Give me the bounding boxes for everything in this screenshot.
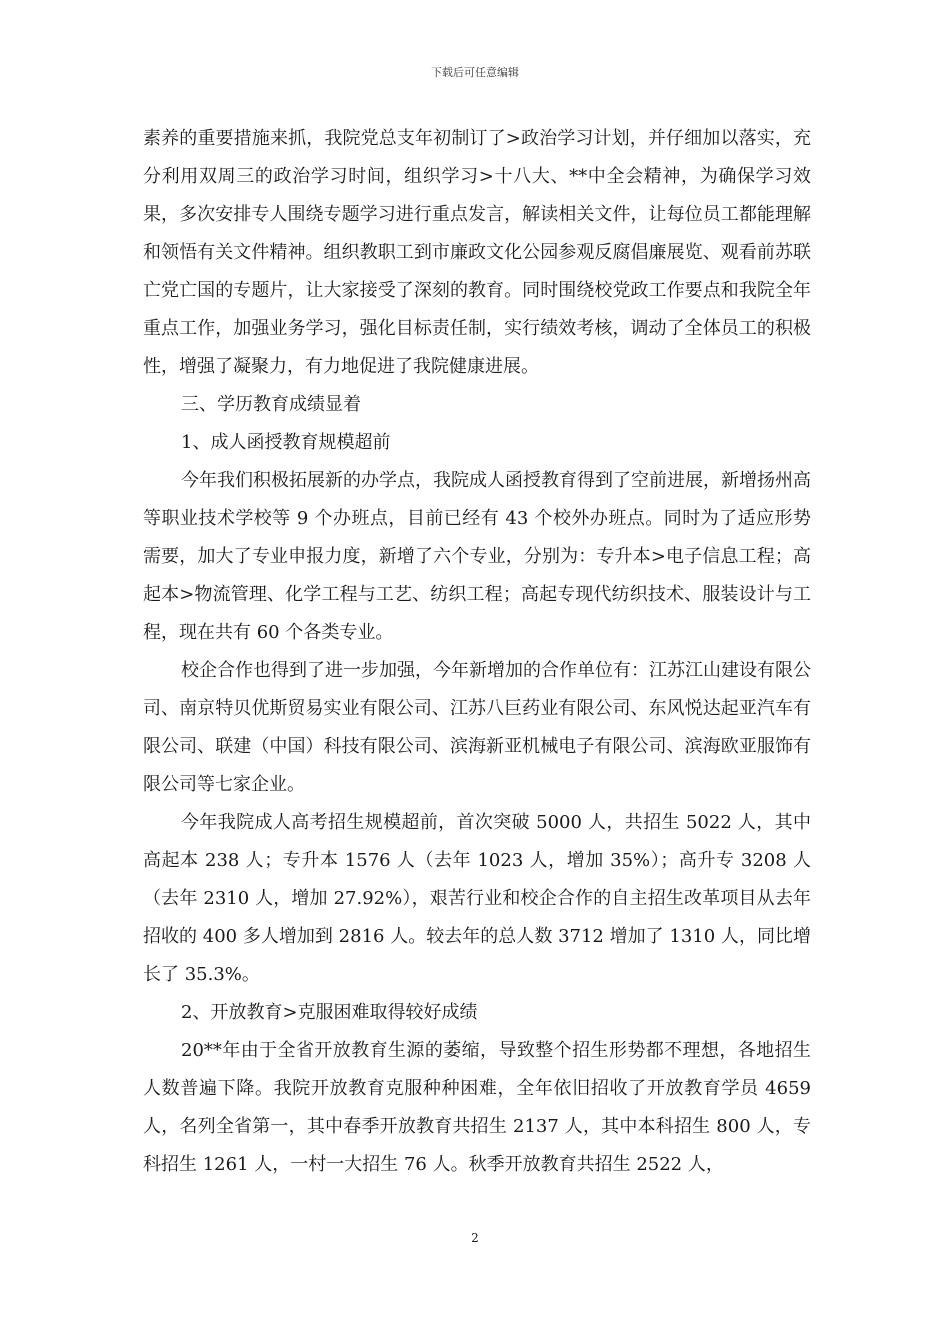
- paragraph-new-sites: 今年我们积极拓展新的办学点，我院成人函授教育得到了空前进展，新增扬州高等职业技术学校等 9 个办班点，目前已经有 43 个校外办班点。同时为了适应形势需要，加大了专业申报力度，新增了六个专业，分别为：专升本>电子信息工程；高起本>物流管理、化学工程与工艺、纺织工程；高起专现代纺织技术、服装设计与工程，现在共有 60 个各类专业。: [143, 470, 811, 643]
- paragraph-open-education: 20**年由于全省开放教育生源的萎缩，导致整个招生形势都不理想，各地招生人数普遍下降。我院开放教育克服种种困难，全年依旧招收了开放教育学员 4659 人，名列全省第一，其中春季开放教育共招生 2137 人，其中本科招生 800 人，专科招生 1261 人，一村一大招生 76 人。秋季开放教育共招生 2522 人，: [143, 1040, 811, 1175]
- paragraph-school-enterprise: 校企合作也得到了进一步加强，今年新增加的合作单位有：江苏江山建设有限公司、南京特贝优斯贸易实业有限公司、江苏八巨药业有限公司、东风悦达起亚汽车有限公司、联建（中国）科技有限公司、滨海新亚机械电子有限公司、滨海欧亚服饰有限公司等七家企业。: [143, 660, 811, 795]
- paragraph-political-study: 素养的重要措施来抓，我院党总支年初制订了>政治学习计划，并仔细加以落实，充分利用双周三的政治学习时间，组织学习>十八大、**中全会精神，为确保学习效果，多次安排专人围绕专题学习进行重点发言，解读相关文件，让每位员工都能理解和领悟有关文件精神。组织教职工到市廉政文化公园参观反腐倡廉展览、观看前苏联亡党亡国的专题片，让大家接受了深刻的教育。同时围绕校党政工作要点和我院全年重点工作，加强业务学习，强化目标责任制，实行绩效考核，调动了全体员工的积极性，增强了凝聚力，有力地促进了我院健康进展。: [143, 128, 811, 377]
- section-heading-education: 三、学历教育成绩显着: [181, 394, 361, 415]
- page-number: 2: [471, 1231, 479, 1245]
- document-body: [143, 120, 811, 1184]
- subheading-adult-correspondence: 1、成人函授教育规模超前: [181, 432, 391, 453]
- paragraph-enrollment-stats: 今年我院成人高考招生规模超前，首次突破 5000 人，共招生 5022 人，其中高起本 238 人；专升本 1576 人（去年 1023 人，增加 35%）；高升专 3208 人（去年 2310 人，增加 27.92%），艰苦行业和校企合作的自主招生改革项目从去年招收的 400 多人增加到 2816 人。较去年的总人数 3712 增加了 1310 人，同比增长了 35.3%。: [143, 812, 811, 985]
- subheading-open-education: 2、开放教育>克服困难取得较好成绩: [181, 1002, 478, 1023]
- page-header-note: 下载后可任意编辑: [431, 66, 519, 79]
